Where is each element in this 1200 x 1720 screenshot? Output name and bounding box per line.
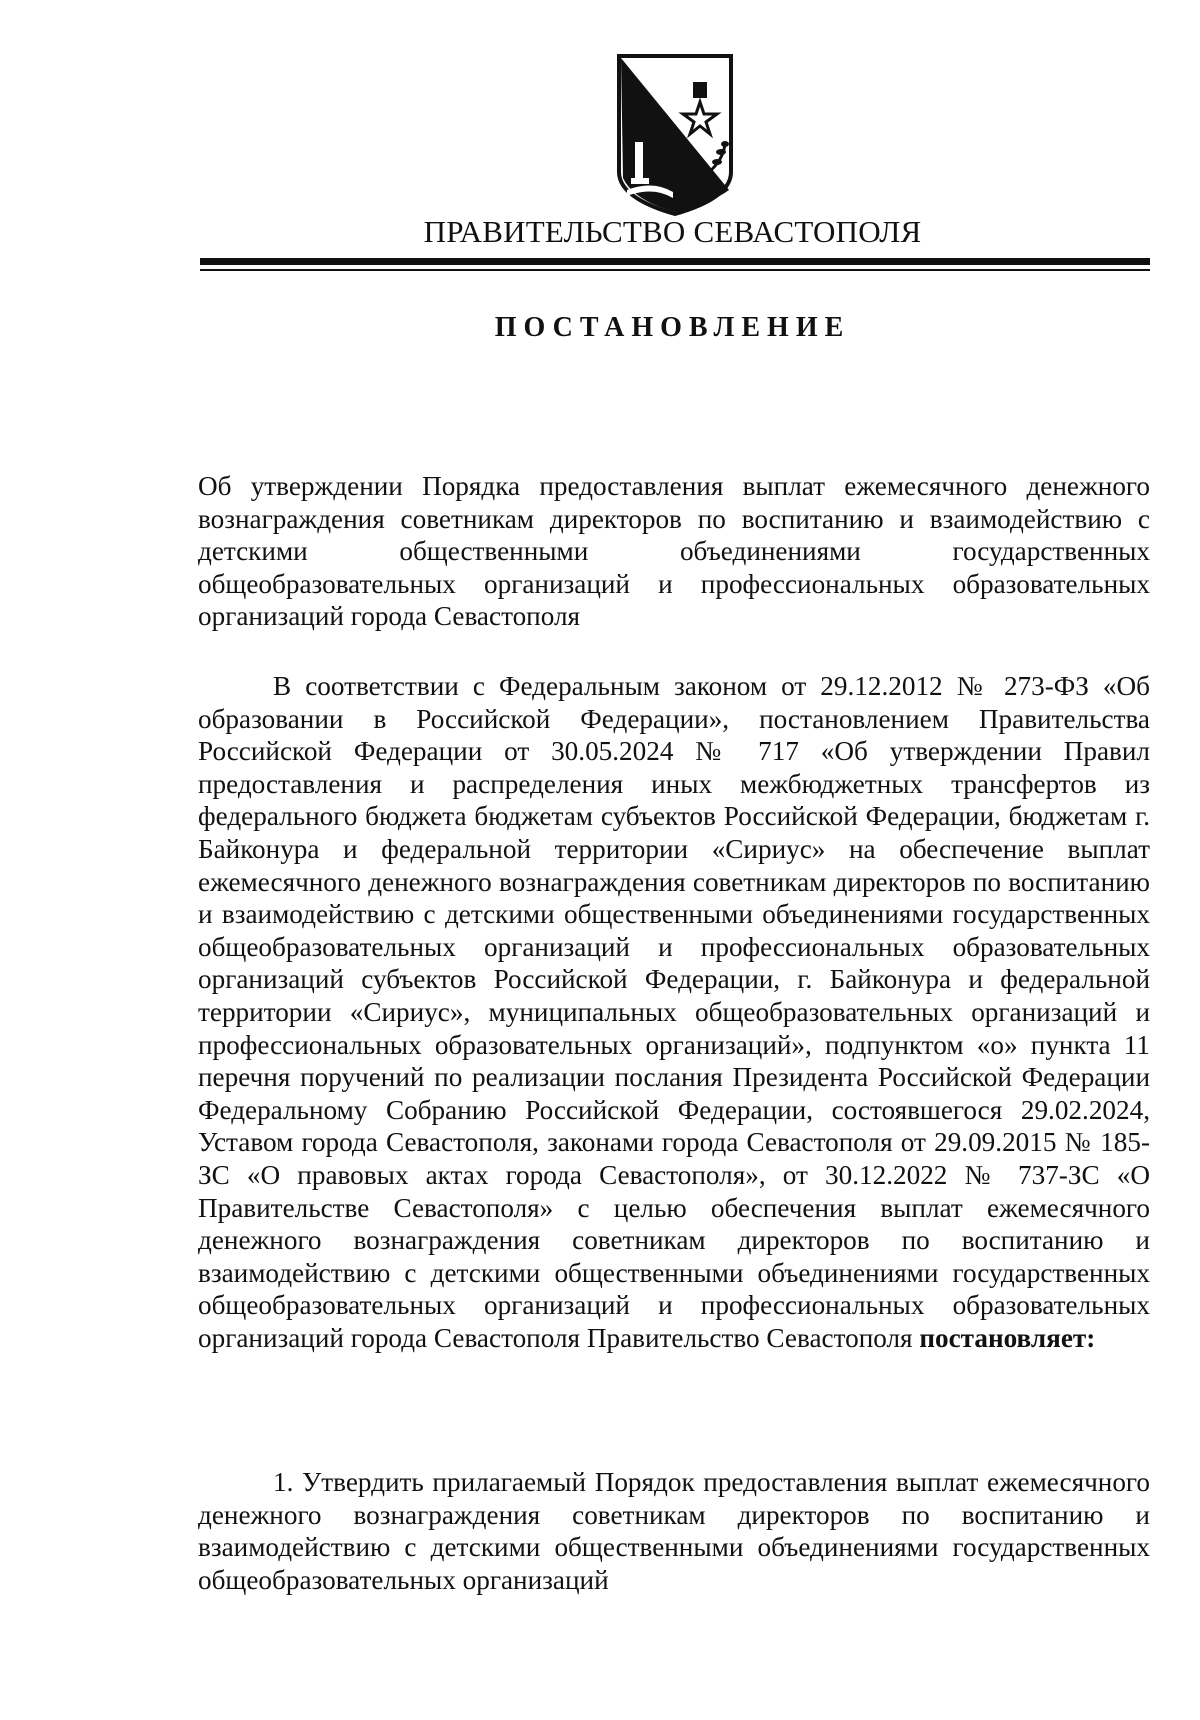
item-number: 1. bbox=[273, 1467, 294, 1497]
header-rule-thin bbox=[200, 269, 1150, 271]
header-rule-thick bbox=[200, 258, 1150, 265]
preamble-text: В соответствии с Федеральным законом от 29.12.2012 № 273-ФЗ «Об образовании в Российской Федерации», постановлением Правительства Российской Федерации от 30.05.2024 № 717 «Об утверждении Правил предоставления и распределения иных межбюджетных трансфертов из федерального бюджета бюджетам субъектов Российской Федерации, бюджетам г. Байконура и федеральной территории «Сириус» на обеспечение выплат ежемесячного денежного вознаграждения советникам директоров по воспитанию и взаимодействию с детскими общественными объединениями государственных общеобразовательных организаций и профессиональных образовательных организаций субъектов Российской Федерации, г. Байконура и федеральной территории «Сириус», муниципальных общеобразовательных организаций и профессиональных образовательных организаций», подпунктом «о» пункта 11 перечня поручений по реализации послания Президента Российской Федерации Федеральному Собранию Российской Федерации, состоявшегося 29.02.2024, Уставом города Севастополя, законами города Севастополя от 29.09.2015 № 185-ЗС «О правовых актах города Севастополя», от 30.12.2022 № 737-ЗС «О Правительстве Севастополя» с целью обеспечения выплат ежемесячного денежного вознаграждения советникам директоров по воспитанию и взаимодействию с детскими общественными объединениями государственных общеобразовательных организаций и профессиональных образовательных организаций города Севастополя Правительство Севастополя bbox=[198, 671, 1150, 1353]
list-item bbox=[198, 1466, 1150, 1596]
document-type: ПОСТАНОВЛЕНИЕ bbox=[494, 312, 851, 343]
document-title: Об утверждении Порядка предоставления выплат ежемесячного денежного вознаграждения советникам директоров по воспитанию и взаимодействию с детскими общественными объединениями государственных общеобразовательных организаций и профессиональных образовательных организаций города Севастополя bbox=[198, 471, 1150, 632]
decision-punct: : bbox=[1086, 1322, 1096, 1353]
decision-word: постановляет bbox=[919, 1322, 1087, 1353]
sevastopol-coat-of-arms-icon bbox=[613, 52, 737, 218]
preamble-paragraph bbox=[198, 670, 1150, 1354]
government-name: ПРАВИТЕЛЬСТВО СЕВАСТОПОЛЯ bbox=[423, 214, 922, 249]
item-text: Утвердить прилагаемый Порядок предоставления выплат ежемесячного денежного вознаграждения советникам директоров по воспитанию и взаимодействию с детскими общественными объединениями государственных общеобразовательных организаций bbox=[198, 1467, 1151, 1595]
